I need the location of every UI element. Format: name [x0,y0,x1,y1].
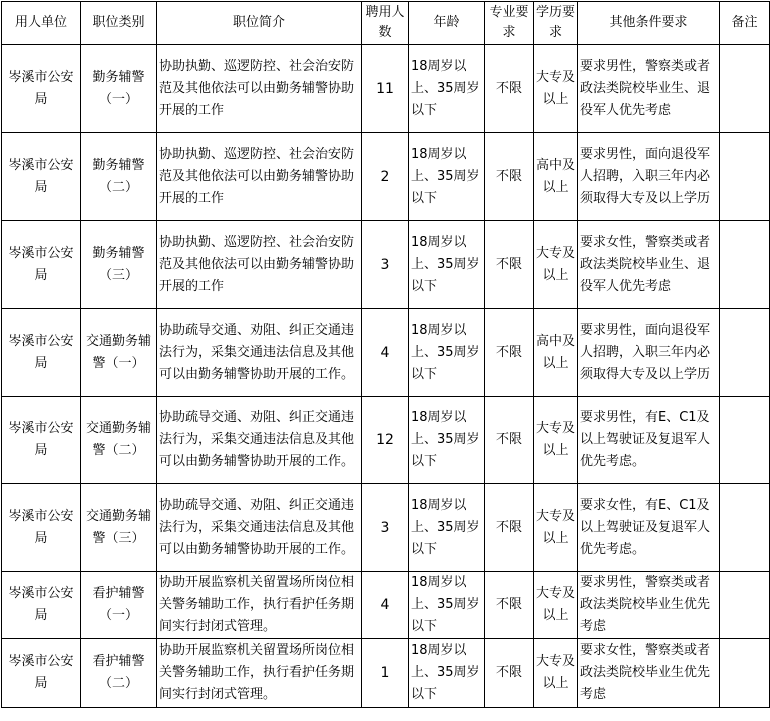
cell-category: 交通勤务辅警（二） [81,397,157,484]
cell-unit: 岑溪市公安局 [2,572,81,639]
header-remark: 备注 [720,2,770,45]
table-row [2,639,770,708]
cell-other: 要求男性，面向退役军人招聘，入职三年内必须取得大专及以上学历 [578,309,720,397]
cell-major: 不限 [485,309,534,397]
cell-education: 大专及以上 [534,572,578,639]
table-row [2,309,770,397]
cell-category: 看护辅警（二） [81,639,157,708]
cell-age: 18周岁以上、35周岁以下 [409,639,485,708]
cell-remark [720,639,770,708]
cell-age: 18周岁以上、35周岁以下 [409,397,485,484]
cell-education: 大专及以上 [534,639,578,708]
table-row [2,45,770,133]
table-row [2,484,770,572]
cell-category: 交通勤务辅警（一） [81,309,157,397]
cell-major: 不限 [485,133,534,221]
cell-count: 3 [362,484,409,572]
cell-major: 不限 [485,221,534,309]
header-major: 专业要求 [485,2,534,45]
cell-major: 不限 [485,484,534,572]
header-count: 聘用人数 [362,2,409,45]
cell-other: 要求男性，有E、C1及以上驾驶证及复退军人优先考虑。 [578,397,720,484]
cell-education: 大专及以上 [534,45,578,133]
header-category: 职位类别 [81,2,157,45]
cell-age: 18周岁以上、35周岁以下 [409,221,485,309]
cell-unit: 岑溪市公安局 [2,133,81,221]
cell-unit: 岑溪市公安局 [2,397,81,484]
cell-education: 高中及以上 [534,309,578,397]
cell-description: 协助疏导交通、劝阻、纠正交通违法行为，采集交通违法信息及其他可以由勤务辅警协助开展的工作。 [157,397,362,484]
cell-description: 协助开展监察机关留置场所岗位相关警务辅助工作，执行看护任务期间实行封闭式管理。 [157,572,362,639]
table-row [2,572,770,639]
cell-major: 不限 [485,45,534,133]
cell-other: 要求男性，面向退役军人招聘，入职三年内必须取得大专及以上学历 [578,133,720,221]
cell-category: 勤务辅警（三） [81,221,157,309]
cell-unit: 岑溪市公安局 [2,309,81,397]
cell-remark [720,45,770,133]
cell-count: 4 [362,309,409,397]
cell-other: 要求男性，警察类或者政法类院校毕业生优先考虑 [578,572,720,639]
cell-other: 要求男性，警察类或者政法类院校毕业生、退役军人优先考虑 [578,45,720,133]
table-row [2,133,770,221]
header-age: 年龄 [409,2,485,45]
header-description: 职位简介 [157,2,362,45]
cell-description: 协助执勤、巡逻防控、社会治安防范及其他依法可以由勤务辅警协助开展的工作 [157,133,362,221]
header-education: 学历要求 [534,2,578,45]
cell-major: 不限 [485,639,534,708]
cell-remark [720,221,770,309]
cell-category: 勤务辅警（二） [81,133,157,221]
cell-category: 交通勤务辅警（三） [81,484,157,572]
cell-description: 协助疏导交通、劝阻、纠正交通违法行为，采集交通违法信息及其他可以由勤务辅警协助开展的工作。 [157,309,362,397]
cell-age: 18周岁以上、35周岁以下 [409,309,485,397]
cell-remark [720,572,770,639]
cell-age: 18周岁以上、35周岁以下 [409,572,485,639]
cell-unit: 岑溪市公安局 [2,484,81,572]
header-other: 其他条件要求 [578,2,720,45]
cell-description: 协助执勤、巡逻防控、社会治安防范及其他依法可以由勤务辅警协助开展的工作 [157,45,362,133]
recruitment-table [1,1,770,708]
table-row [2,397,770,484]
cell-remark [720,133,770,221]
cell-age: 18周岁以上、35周岁以下 [409,133,485,221]
cell-education: 高中及以上 [534,133,578,221]
cell-count: 1 [362,639,409,708]
cell-other: 要求女性，有E、C1及以上驾驶证及复退军人优先考虑。 [578,484,720,572]
cell-major: 不限 [485,572,534,639]
cell-remark [720,484,770,572]
cell-unit: 岑溪市公安局 [2,45,81,133]
table-row [2,221,770,309]
cell-age: 18周岁以上、35周岁以下 [409,484,485,572]
cell-other: 要求女性，警察类或者政法类院校毕业生优先考虑 [578,639,720,708]
cell-description: 协助疏导交通、劝阻、纠正交通违法行为，采集交通违法信息及其他可以由勤务辅警协助开展的工作。 [157,484,362,572]
cell-remark [720,397,770,484]
cell-count: 2 [362,133,409,221]
cell-education: 大专及以上 [534,484,578,572]
cell-unit: 岑溪市公安局 [2,639,81,708]
cell-education: 大专及以上 [534,221,578,309]
cell-education: 大专及以上 [534,397,578,484]
cell-description: 协助开展监察机关留置场所岗位相关警务辅助工作，执行看护任务期间实行封闭式管理。 [157,639,362,708]
cell-major: 不限 [485,397,534,484]
cell-count: 4 [362,572,409,639]
cell-unit: 岑溪市公安局 [2,221,81,309]
cell-other: 要求女性，警察类或者政法类院校毕业生、退役军人优先考虑 [578,221,720,309]
cell-count: 12 [362,397,409,484]
header-row [2,2,770,45]
cell-count: 3 [362,221,409,309]
cell-description: 协助执勤、巡逻防控、社会治安防范及其他依法可以由勤务辅警协助开展的工作 [157,221,362,309]
cell-age: 18周岁以上、35周岁以下 [409,45,485,133]
cell-category: 看护辅警（一） [81,572,157,639]
cell-remark [720,309,770,397]
cell-category: 勤务辅警（一） [81,45,157,133]
cell-count: 11 [362,45,409,133]
header-unit: 用人单位 [2,2,81,45]
